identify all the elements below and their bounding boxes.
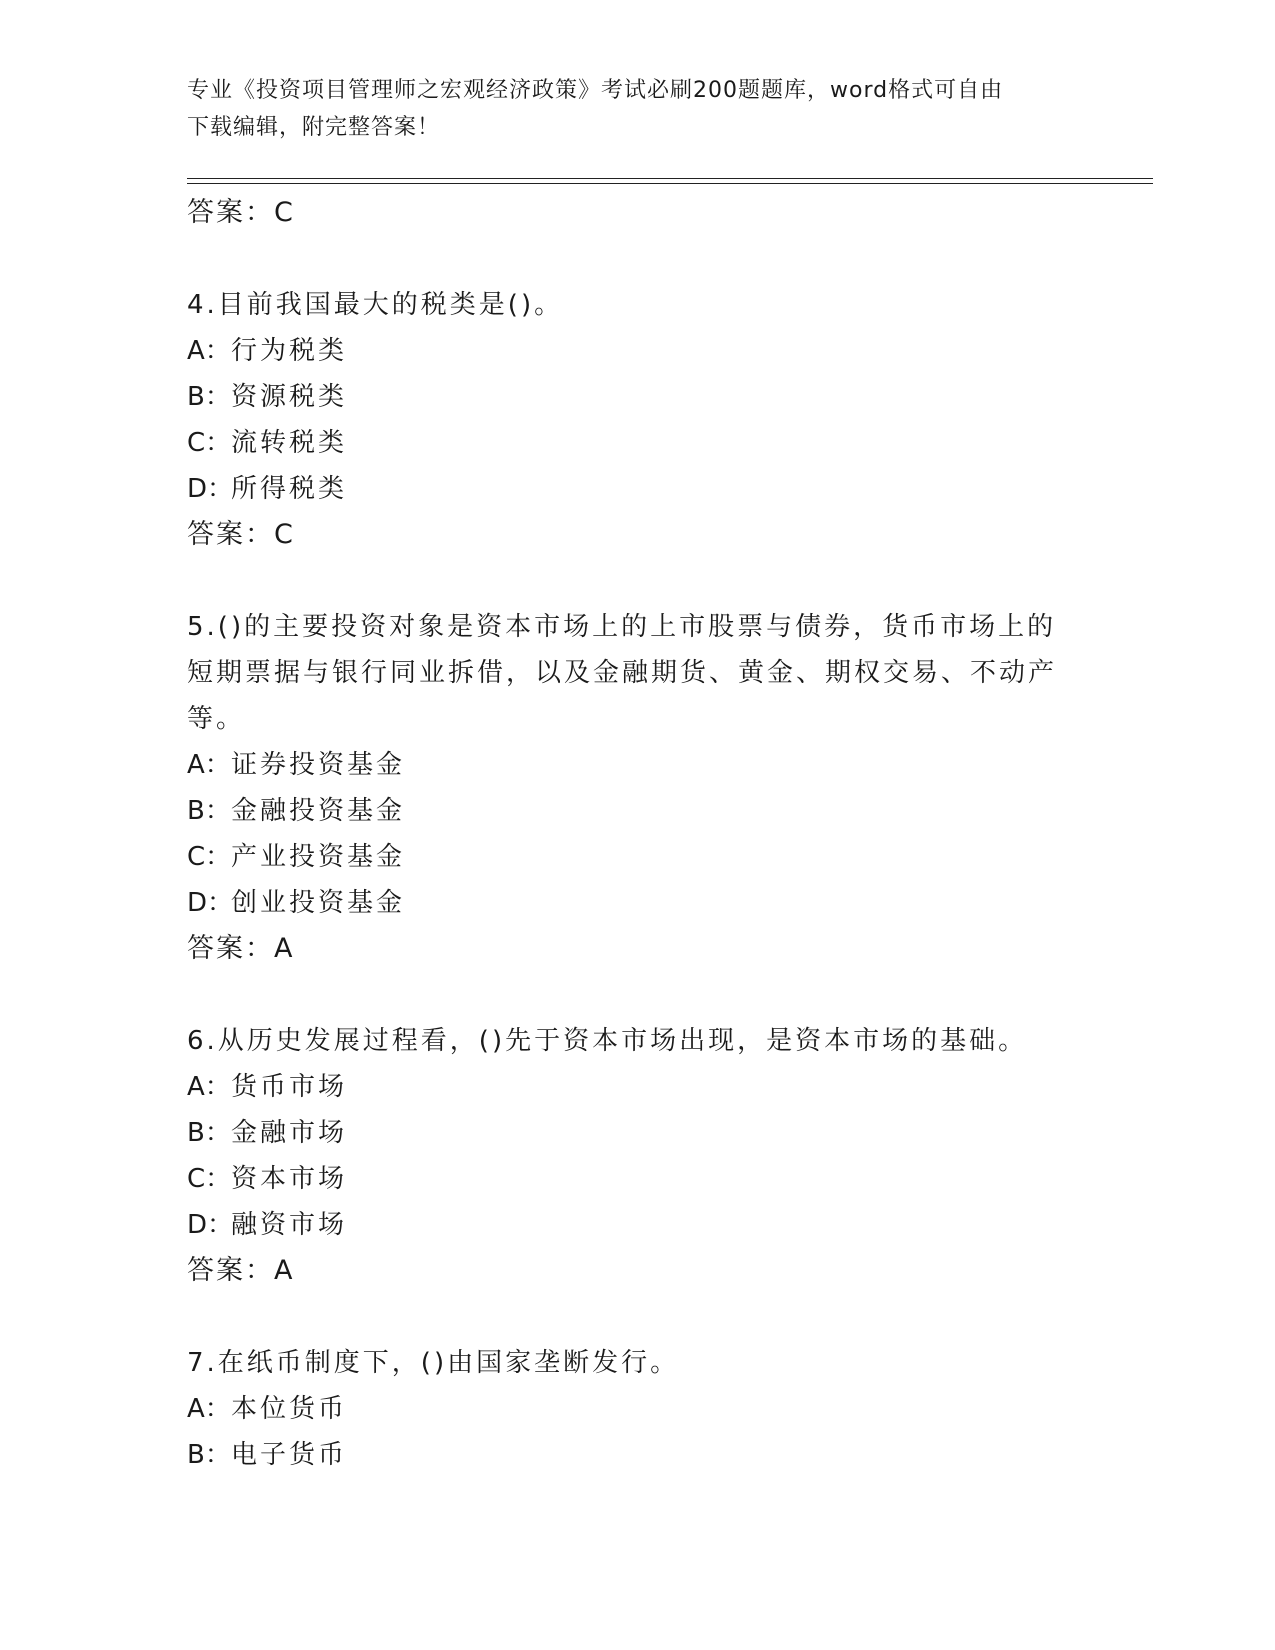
spacer — [187, 236, 1067, 282]
question-text — [187, 282, 1067, 328]
option-a — [187, 1064, 1067, 1110]
option-c — [187, 1156, 1067, 1202]
option-label: A： — [187, 1394, 231, 1424]
option-a — [187, 742, 1067, 788]
question-text — [187, 1018, 1067, 1064]
option-text: 货币市场 — [231, 1072, 348, 1102]
option-c — [187, 420, 1067, 466]
option-label: A： — [187, 336, 231, 366]
document-header — [187, 72, 1067, 146]
header-line-2: 下载编辑，附完整答案！ — [187, 115, 441, 140]
option-text: 金融市场 — [231, 1118, 348, 1148]
option-a — [187, 328, 1067, 374]
answer-line: 答案：A — [187, 1255, 295, 1286]
option-label: B： — [187, 1118, 231, 1148]
question-block — [187, 282, 1067, 558]
question-text-line: 5.()的主要投资对象是资本市场上的上市股票与债券，货币市场上的 — [187, 612, 1057, 642]
question-text-line: 短期票据与银行同业拆借，以及金融期货、黄金、期权交易、不动产 — [187, 658, 1058, 688]
question-block — [187, 604, 1067, 972]
spacer — [187, 972, 1067, 1018]
option-label: C： — [187, 428, 232, 458]
option-text: 资源税类 — [231, 382, 348, 412]
option-label: D： — [187, 1210, 234, 1240]
option-label: A： — [187, 1072, 231, 1102]
header-divider-bottom — [187, 183, 1153, 184]
option-text: 创业投资基金 — [231, 888, 406, 918]
question-list — [187, 190, 1067, 1478]
option-text: 所得税类 — [231, 474, 348, 504]
option-text: 资本市场 — [231, 1164, 348, 1194]
option-b — [187, 788, 1067, 834]
option-a — [187, 1386, 1067, 1432]
answer-line: 答案：C — [187, 519, 295, 550]
question-block — [187, 1018, 1067, 1294]
option-text: 产业投资基金 — [231, 842, 406, 872]
spacer — [187, 1294, 1067, 1340]
option-d — [187, 880, 1067, 926]
option-text: 融资市场 — [231, 1210, 348, 1240]
question-text — [187, 604, 1067, 742]
header-divider-top — [187, 178, 1153, 179]
option-label: B： — [187, 382, 231, 412]
option-label: D： — [187, 474, 234, 504]
option-label: B： — [187, 796, 231, 826]
option-text: 行为税类 — [231, 336, 348, 366]
answer-line: 答案：C — [187, 197, 295, 228]
option-b — [187, 374, 1067, 420]
answer-line: 答案：A — [187, 933, 295, 964]
question-block — [187, 1340, 1067, 1478]
option-b — [187, 1110, 1067, 1156]
option-label: D： — [187, 888, 234, 918]
option-d — [187, 1202, 1067, 1248]
header-line-1: 专业《投资项目管理师之宏观经济政策》考试必刷200题题库，word格式可自由 — [187, 78, 1004, 103]
option-text: 证券投资基金 — [231, 750, 406, 780]
option-text: 流转税类 — [231, 428, 348, 458]
option-text: 本位货币 — [231, 1394, 348, 1424]
question-text-line: 7.在纸币制度下，()由国家垄断发行。 — [187, 1348, 680, 1378]
question-text — [187, 1340, 1067, 1386]
question-text-line: 等。 — [187, 704, 246, 734]
option-label: B： — [187, 1440, 231, 1470]
question-text-line: 6.从历史发展过程看，()先于资本市场出现，是资本市场的基础。 — [187, 1026, 1028, 1056]
spacer — [187, 558, 1067, 604]
question-text-line: 4.目前我国最大的税类是()。 — [187, 290, 564, 320]
option-text: 电子货币 — [231, 1440, 348, 1470]
option-c — [187, 834, 1067, 880]
option-b — [187, 1432, 1067, 1478]
option-text: 金融投资基金 — [231, 796, 406, 826]
option-d — [187, 466, 1067, 512]
option-label: A： — [187, 750, 231, 780]
option-label: C： — [187, 842, 232, 872]
option-label: C： — [187, 1164, 232, 1194]
